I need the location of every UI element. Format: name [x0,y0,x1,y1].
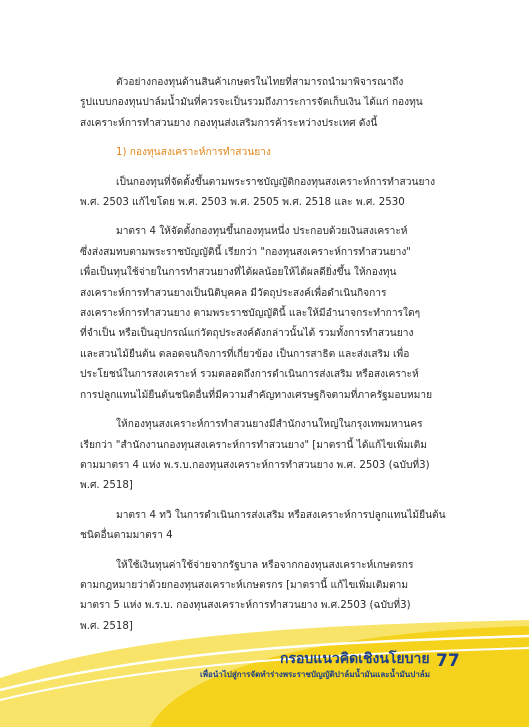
text-line: ตามมาตรา 4 แห่ง พ.ร.บ.กองทุนสงเคราะห์การทำสวนยาง พ.ศ. 2503 (ฉบับที่3) [80,459,430,471]
page-number: 77 [436,651,460,671]
text-line: การปลูกแทนไม้ยืนต้นชนิดอื่นที่มีความสำคัญทางเศรษฐกิจตามที่ภาครัฐมอบหมาย [80,389,433,401]
text-line: ตัวอย่างกองทุนด้านสินค้าเกษตรในไทยที่สามารถนำมาพิจารณาถึง [116,77,404,88]
text-line: ให้กองทุนสงเคราะห์การทำสวนยางมีสำนักงานใหญ่ในกรุงเทพมหานคร [116,419,423,431]
text-line: มาตรา 5 แห่ง พ.ร.บ. กองทุนสงเคราะห์การทำสวนยาง พ.ศ.2503 (ฉบับที่3) [80,600,411,612]
text-line: ที่จำเป็น หรือเป็นอุปกรณ์แก่วัตถุประสงค์ดังกล่าวนั้นได้ รวมทั้งการทำสวนยาง [80,328,414,340]
footer-subtitle: เพื่อนำไปสู่การจัดทำร่างพระราชบัญญัติปาล์มน้ำมันและน้ำมันปาล์ม [200,670,430,679]
text-line: สงเคราะห์การทำสวนยาง กองทุนส่งเสริมการค้าระหว่างประเทศ ดังนี้ [80,117,378,129]
body-paragraph [80,506,464,547]
intro-paragraph [80,73,464,134]
text-line: พ.ศ. 2518] [80,620,133,632]
text-line: พ.ศ. 2518] [80,480,133,492]
text-line: ซึ่งส่งสมทบตามพระราชบัญญัตินี้ เรียกว่า "กองทุนสงเคราะห์การทำสวนยาง" [80,246,411,258]
body-paragraph [80,173,464,214]
text-line: รูปแบบกองทุนปาล์มน้ำมันที่ควรจะเป็นรวมถึงภาระการจัดเก็บเงิน ได้แก่ กองทุน [80,97,423,109]
text-line: เรียกว่า "สำนักงานกองทุนสงเคราะห์การทำสวนยาง" [มาตรานี้ ได้แก้ไขเพิ่มเติม [80,439,427,451]
text-line: สงเคราะห์การทำสวนยางเป็นนิติบุคคล มีวัตถุประสงค์เพื่อดำเนินกิจการ [80,287,387,299]
text-line: และสวนไม้ยืนต้น ตลอดจนกิจการที่เกี่ยวข้อง เป็นการสาธิต และส่งเสริม เพื่อ [80,348,410,360]
section-heading: 1) กองทุนสงเคราะห์การทำสวนยาง [116,147,271,159]
page-body [80,73,464,646]
text-line: ชนิดอื่นตามมาตรา 4 [80,530,173,542]
text-line: พ.ศ. 2503 แก้ไขโดย พ.ศ. 2503 พ.ศ. 2505 พ.ศ. 2518 และ พ.ศ. 2530 [80,197,405,209]
text-line: ประโยชน์ในการสงเคราะห์ รวมตลอดถึงการดำเนินการส่งเสริม หรือสงเคราะห์ [80,369,419,381]
text-line: มาตรา 4 ให้จัดตั้งกองทุนขึ้นกองทุนหนึ่ง ประกอบด้วยเงินสงเคราะห์ [116,226,408,238]
body-paragraph [80,222,464,406]
text-line: ตามกฎหมายว่าด้วยกองทุนสงเคราะห์เกษตรกร [มาตรานี้ แก้ไขเพิ่มเติมตาม [80,579,409,591]
footer-title: กรอบแนวคิดเชิงนโยบาย [280,651,430,667]
text-line: เพื่อเป็นทุนใช้จ่ายในการทำสวนยางที่ได้ผลน้อยให้ได้ผลดียิ่งขึ้น ให้กองทุน [80,267,397,279]
text-line: ให้ใช้เงินทุนค่าใช้จ่ายจากรัฐบาล หรือจากกองทุนสงเคราะห์เกษตรกร [116,559,414,571]
text-line: สงเคราะห์การทำสวนยาง ตามพระราชบัญญัตินี้ และให้มีอำนาจกระทำการใดๆ [80,308,421,320]
text-line: มาตรา 4 ทวิ ในการดำเนินการส่งเสริม หรือสงเคราะห์การปลูกแทนไม้ยืนต้น [116,509,446,521]
text-line: เป็นกองทุนที่จัดตั้งขึ้นตามพระราชบัญญัติกองทุนสงเคราะห์การทำสวนยาง [116,176,436,188]
body-paragraph [80,415,464,497]
